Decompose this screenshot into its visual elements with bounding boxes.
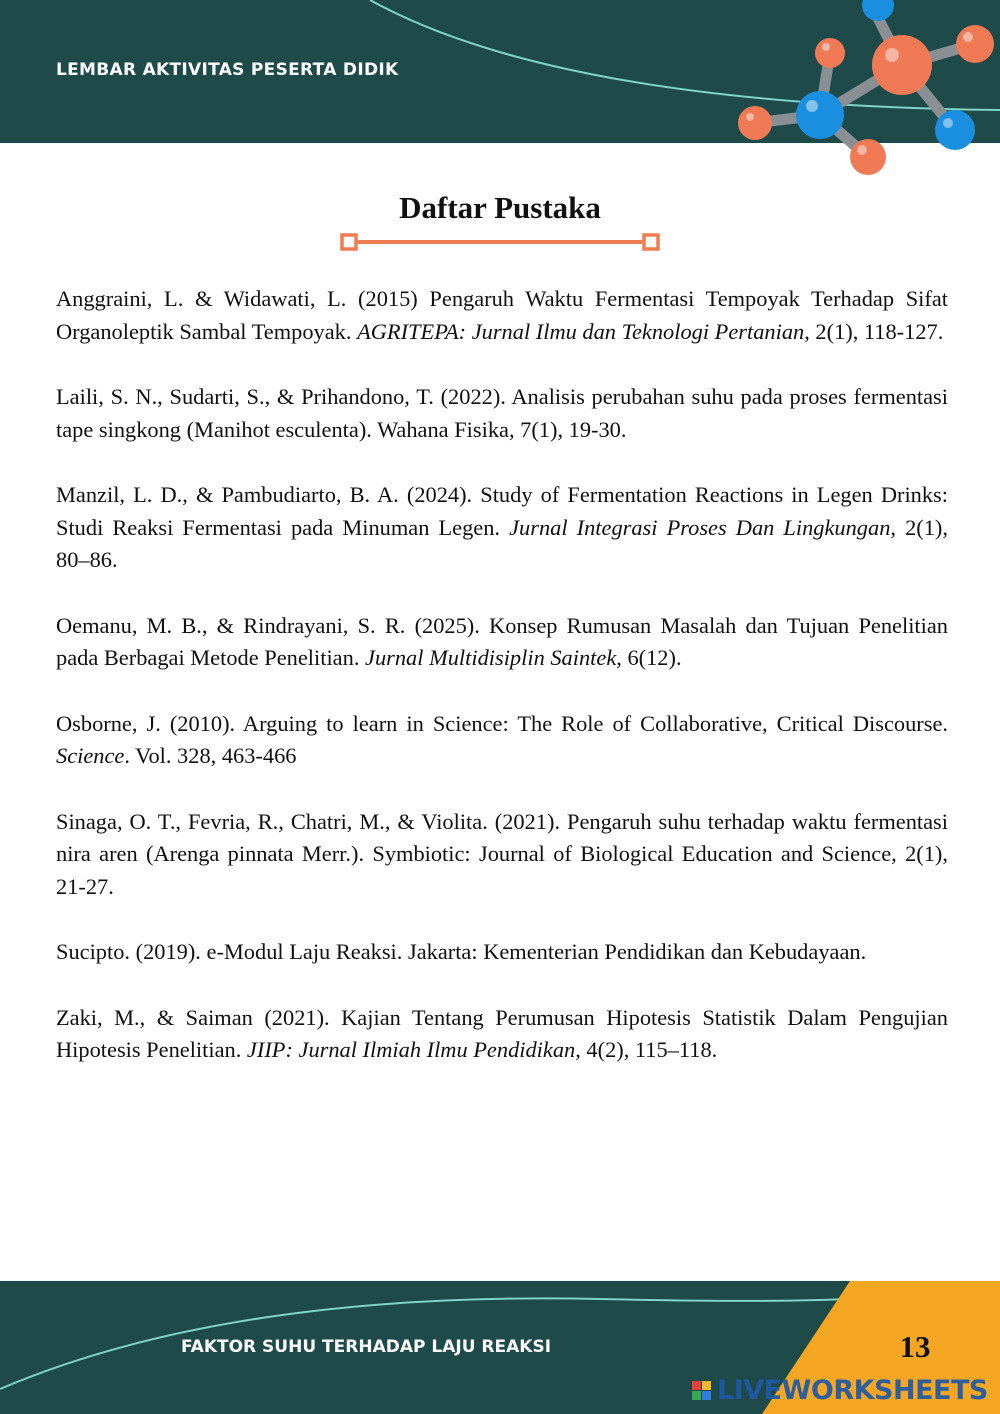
footer-title: FAKTOR SUHU TERHADAP LAJU REAKSI [181,1337,552,1357]
reference-item [56,936,948,969]
reference-text: Anggraini, L. & Widawati, L. (2015) Pengaruh Waktu Fermentasi Tempoyak Terhadap Sifat Organoleptik Sambal Tempoyak. [56,286,948,344]
reference-text: Zaki, M., & Saiman (2021). Kajian Tentang Perumusan Hipotesis Statistik Dalam Pengujian Hipotesis Penelitian. [56,1004,948,1062]
reference-source: JIIP: Jurnal Ilmiah Ilmu Pendidikan [246,1037,576,1062]
reference-text: Sinaga, O. T., Fevria, R., Chatri, M., & Violita. (2021). Pengaruh suhu terhadap waktu fermentasi nira aren (Arenga pinnata Merr.). Symbiotic: Journal of Biological Education and Science, 2(1), 21-27. [56,808,948,899]
reference-item [56,381,948,446]
logo-cell [692,1391,701,1400]
liveworksheets-logo-icon [692,1381,711,1400]
reference-details: , 2(1), 80–86. [56,514,948,572]
logo-cell [702,1391,711,1400]
watermark-text: LIVEWORKSHEETS [717,1374,988,1406]
logo-cell [702,1381,711,1390]
reference-source: Jurnal Multidisiplin Saintek [365,645,617,670]
reference-source: Science [56,743,125,768]
reference-text: Osborne, J. (2010). Arguing to learn in Science: The Role of Collaborative, Critical Discourse. [56,710,948,736]
reference-details: . Vol. 328, 463-466 [124,743,297,768]
reference-text: Manzil, L. D., & Pambudiarto, B. A. (2024). Study of Fermentation Reactions in Legen Drinks: Studi Reaksi Fermentasi pada Minuman Legen. [56,482,948,540]
page-number: 13 [899,1329,931,1364]
header-title: LEMBAR AKTIVITAS PESERTA DIDIK [56,60,399,80]
reference-details: , 6(12). [616,645,682,670]
reference-item [56,479,948,577]
reference-item [56,283,948,348]
reference-item [56,1002,948,1067]
title-underline-decoration [338,232,662,252]
page-footer [0,1281,1000,1414]
reference-details: , 2(1), 118-127. [804,318,944,344]
reference-text: Oemanu, M. B., & Rindrayani, S. R. (2025). Konsep Rumusan Masalah dan Tujuan Penelitian pada Berbagai Metode Penelitian. [56,612,948,670]
page-title: Daftar Pustaka [399,190,601,225]
reference-text: Laili, S. N., Sudarti, S., & Prihandono, T. (2022). Analisis perubahan suhu pada proses fermentasi tape singkong (Manihot esculenta). Wahana Fisika, 7(1), 19-30. [56,384,948,442]
liveworksheets-watermark [692,1375,988,1405]
reference-text: Sucipto. (2019). e-Modul Laju Reaksi. Jakarta: Kementerian Pendidikan dan Kebudayaan. [56,939,867,964]
reference-item [56,806,948,904]
molecule-icon [720,0,1000,180]
reference-details: , 4(2), 115–118. [575,1037,718,1062]
reference-source: AGRITEPA: Jurnal Ilmu dan Teknologi Pertanian [357,318,805,344]
reference-item [56,708,948,773]
reference-list [56,283,948,1100]
reference-source: Jurnal Integrasi Proses Dan Lingkungan [509,514,891,540]
reference-item [56,610,948,675]
logo-cell [692,1381,701,1390]
